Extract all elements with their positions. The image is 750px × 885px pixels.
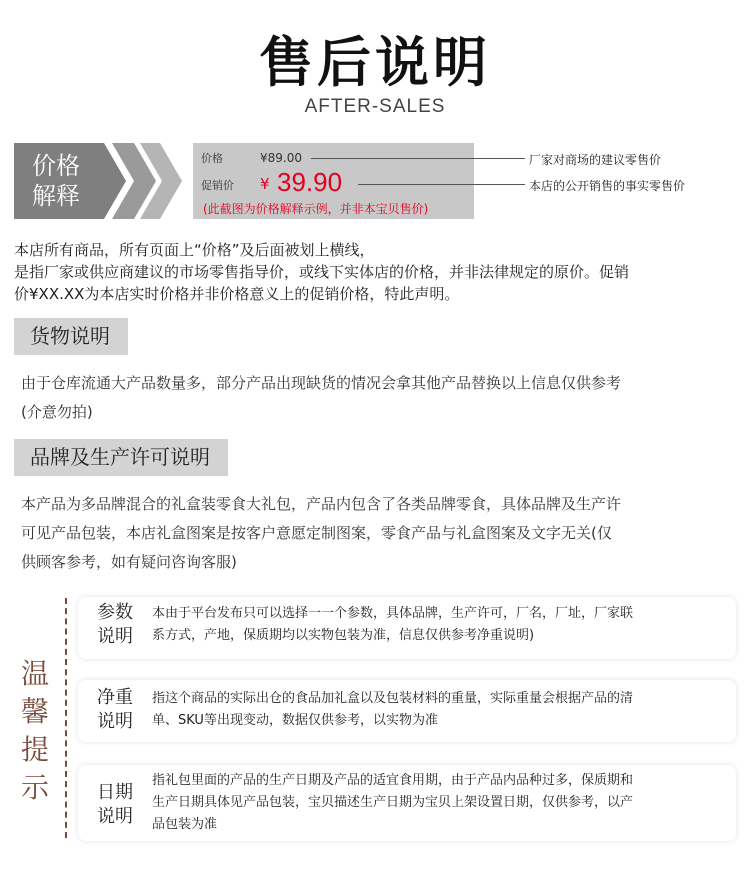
brand-line: 可见产品包装，本店礼盒图案是按客户意愿定制图案，零食产品与礼盒图案及文字无关(仅	[21, 524, 612, 542]
tip-text	[152, 603, 724, 647]
price-label-line2: 解释	[32, 182, 80, 210]
list-price-pointer-line	[311, 158, 525, 159]
goods-section-body	[21, 369, 721, 427]
brand-section-header: 品牌及生产许可说明	[14, 439, 228, 476]
tip-text	[152, 770, 724, 836]
tips-divider-line	[65, 598, 67, 838]
tip-label-line: 参数	[97, 602, 133, 623]
tips-title-char: 提	[20, 733, 49, 766]
chevron-arrows-icon	[104, 143, 193, 219]
tip-card-weight	[78, 680, 736, 742]
notice-line: 价¥XX.XX为本店实时价格并非价格意义上的促销价格，特此声明。	[14, 285, 460, 303]
promo-currency: ¥	[260, 175, 270, 193]
promo-price-value: 39.90	[277, 167, 343, 197]
tip-text-line: 生产日期具体见产品包装，宝贝描述生产日期为宝贝上架设置日期，仅供参考，以产	[152, 795, 634, 810]
tip-card-date	[78, 765, 736, 841]
price-explanation-label	[14, 143, 104, 219]
brand-section-body	[21, 490, 721, 577]
tip-card-params	[78, 597, 736, 659]
brand-line: 供顾客参考，如有疑问咨询客服)	[21, 553, 237, 571]
price-caption: (此截图为价格解释示例，并非本宝贝售价)	[203, 202, 429, 216]
tip-label-line: 说明	[97, 626, 133, 647]
notice-line: 本店所有商品，所有页面上“价格”及后面被划上横线，	[14, 241, 375, 259]
goods-section-header: 货物说明	[14, 318, 128, 355]
tip-text	[152, 688, 724, 732]
tip-text-line: 单、SKU等出现变动，数据仅供参考，以实物为准	[152, 713, 438, 728]
tip-label-line: 日期	[97, 782, 133, 803]
notice-line: 是指厂家或供应商建议的市场零售指导价，或线下实体店的价格，并非法律规定的原价。促销	[14, 263, 630, 281]
tip-label-line: 净重	[97, 687, 133, 708]
tip-label-line: 说明	[97, 711, 133, 732]
tips-title-char: 温	[20, 657, 49, 690]
tip-text-line: 品包装为准	[152, 817, 218, 832]
brand-line: 本产品为多品牌混合的礼盒装零食大礼包，产品内包含了各类品牌零食，具体品牌及生产许	[21, 495, 622, 513]
tip-text-line: 指礼包里面的产品的生产日期及产品的适宜食用期，由于产品内品种过多，保质期和	[152, 773, 634, 788]
tip-label	[90, 601, 140, 649]
list-price-note: 厂家对商场的建议零售价	[529, 153, 662, 167]
goods-line: (介意勿拍)	[21, 403, 93, 421]
goods-line: 由于仓库流通大产品数量多，部分产品出现缺货的情况会拿其他产品替换以上信息仅供参考	[21, 374, 622, 392]
promo-price-note: 本店的公开销售的事实零售价	[529, 179, 686, 193]
promo-price-label: 促销价	[201, 179, 234, 192]
price-example-panel	[193, 143, 474, 219]
price-label-line1: 价格	[32, 152, 80, 180]
tip-text-line: 本由于平台发布只可以选择一一个参数，具体品牌，生产许可，厂名，厂址，厂家联	[152, 606, 634, 621]
tip-label-line: 说明	[97, 806, 133, 827]
tips-title-char: 馨	[20, 695, 49, 728]
list-price-value: ¥89.00	[260, 151, 302, 165]
tip-text-line: 系方式，产地，保质期均以实物包装为准，信息仅供参考净重说明)	[152, 628, 535, 643]
tips-title-char: 示	[20, 771, 49, 804]
tips-title	[18, 655, 52, 807]
tip-label	[90, 686, 140, 734]
tip-text-line: 指这个商品的实际出仓的食品加礼盒以及包装材料的重量，实际重量会根据产品的清	[152, 691, 634, 706]
tip-label	[90, 781, 140, 829]
page-subtitle: AFTER-SALES	[304, 96, 446, 117]
promo-price-pointer-line	[358, 184, 525, 185]
list-price-label: 价格	[201, 152, 223, 165]
price-notice	[14, 239, 734, 305]
page-title: 售后说明	[259, 31, 491, 94]
